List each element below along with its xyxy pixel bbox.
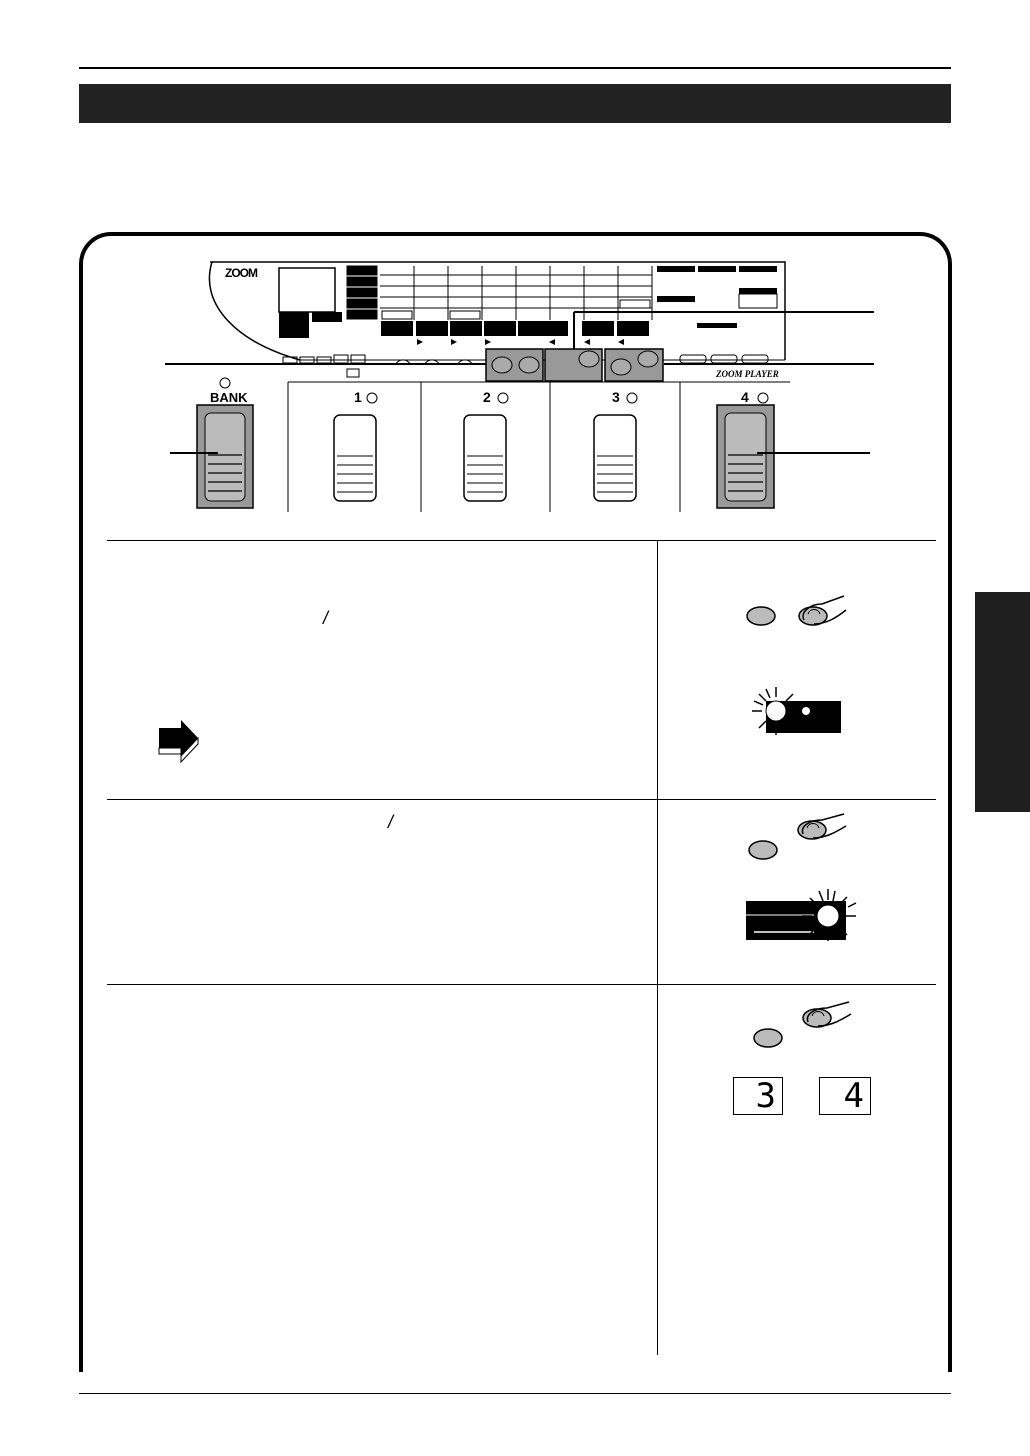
bottom-rule (79, 1393, 951, 1394)
chapter-tab (975, 592, 1030, 812)
step-divider-0 (107, 540, 936, 541)
pedal-1-number: 1 (354, 389, 362, 405)
step-divider-2 (107, 984, 936, 985)
step-1-slash: / (323, 608, 329, 628)
step-1-button-illustration (740, 590, 850, 635)
step-3-button-illustration (745, 1000, 855, 1055)
step-divider-1 (107, 799, 936, 800)
bank-pedal-label: BANK (210, 390, 248, 405)
step-2-led-indicator (744, 885, 864, 945)
device-illustration (0, 0, 1030, 540)
display-right (819, 1077, 871, 1115)
pedal-3-number: 3 (612, 389, 620, 405)
pedal-4-number: 4 (741, 389, 749, 405)
device-logo: ZOOM (225, 266, 257, 280)
step-1-led-indicator (748, 685, 848, 740)
step-2-slash: / (388, 812, 394, 832)
step-column-divider (657, 540, 658, 1355)
arrow-icon (156, 718, 202, 764)
device-brand: ZOOM PLAYER (716, 369, 779, 379)
display-left (733, 1077, 783, 1115)
pedal-2-number: 2 (483, 389, 491, 405)
display-right-digit: 4 (843, 1076, 864, 1116)
display-left-digit: 3 (755, 1076, 776, 1116)
step-2-button-illustration (740, 812, 850, 867)
